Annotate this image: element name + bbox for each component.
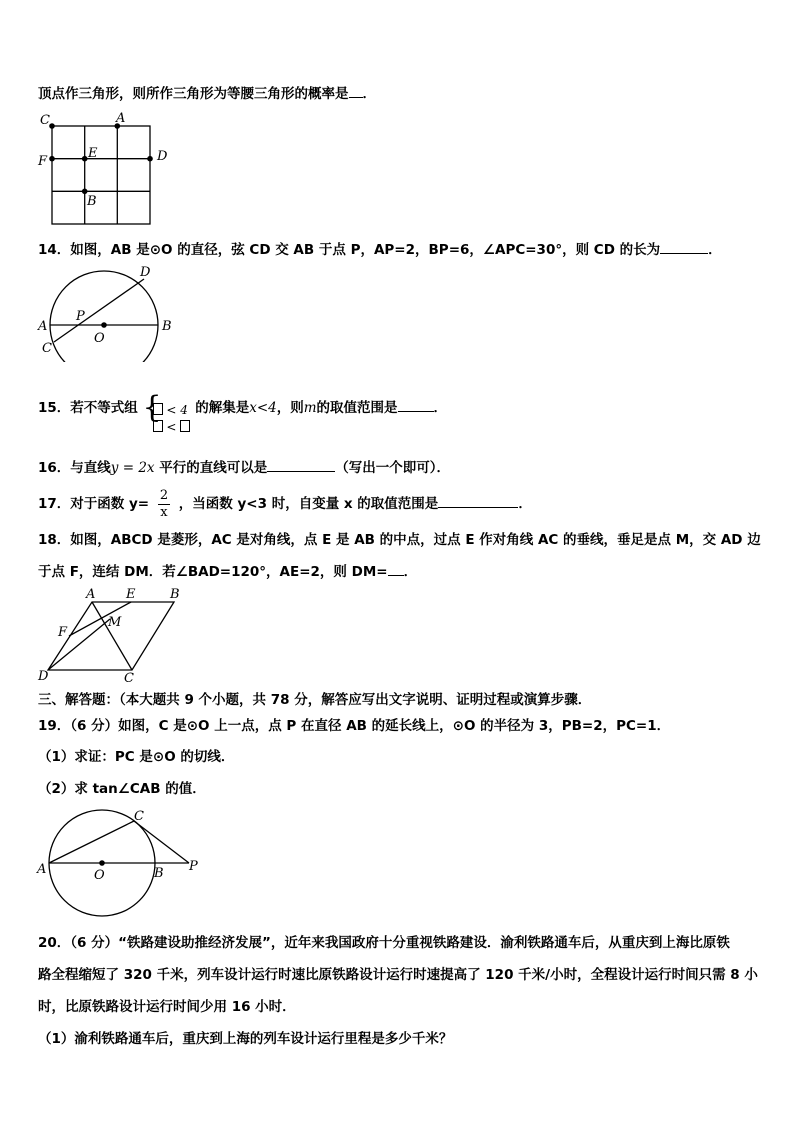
q14-label-c: C (42, 341, 52, 356)
q13-label-d: D (157, 149, 168, 164)
q13-text-tail: 顶点作三角形，则所作三角形为等腰三角形的概率是 (38, 86, 349, 102)
q13-label-e: E (88, 146, 98, 161)
q15-placeholder-box (180, 420, 190, 432)
q20-line1: 20．（6 分）“铁路建设助推经济发展”，近年来我国政府十分重视铁路建设．渝利铁路通车后，从重庆到上海比原铁 (38, 935, 730, 951)
q14-label-d: D (140, 265, 151, 280)
q20-line3: 时，比原铁路设计运行时间少用 16 小时． (38, 999, 296, 1015)
q13-text: 顶点作三角形，则所作三角形为等腰三角形的概率是 ． (38, 83, 376, 103)
q18-label-f: F (58, 625, 68, 640)
q15-answer-blank[interactable] (398, 397, 434, 412)
q18-label-m: M (108, 615, 122, 630)
q14-stem: 14．如图，AB 是⊙O 的直径，弦 CD 交 AB 于点 P，AP=2，BP=6，∠APC=30°，则 CD 的长为 (38, 242, 661, 258)
q16-answer-blank[interactable] (267, 457, 335, 472)
q19-circle-figure (34, 806, 214, 918)
q20-part1: （1）渝利铁路通车后，重庆到上海的列车设计运行里程是多少千米？ (38, 1031, 453, 1047)
q15-inequality-system: { < 4 < (143, 391, 191, 425)
q13-label-f: F (38, 154, 48, 169)
q14-label-o: O (94, 331, 105, 346)
q14-answer-blank[interactable] (660, 239, 708, 254)
q18-line2: 于点 F，连结 DM．若∠BAD=120°，AE=2，则 DM= ． (38, 561, 417, 581)
q20-line2: 路全程缩短了 320 千米，列车设计运行时速比原铁路设计运行时速提高了 120 千米/小时，全程设计运行时间只需 8 小 (38, 967, 758, 983)
q14-label-a: A (38, 319, 48, 334)
q14-label-b: B (162, 319, 172, 334)
q18-label-e: E (126, 587, 136, 602)
q13-answer-blank[interactable] (349, 83, 363, 98)
q17-text: 17．对于函数 y= $\frac{2}{x}$ ，当函数 y<3 时，自变量 x 的取值范围是 ． (38, 487, 532, 520)
section3-heading: 三、解答题：（本大题共 9 个小题，共 78 分，解答应写出文字说明、证明过程或演算步骤． (38, 692, 592, 708)
q15-placeholder-box (153, 420, 163, 432)
q19-part1: （1）求证：PC 是⊙O 的切线． (38, 749, 235, 765)
q18-label-c: C (124, 671, 134, 686)
q19-label-c: C (134, 809, 144, 824)
q18-line1: 18．如图，ABCD 是菱形，AC 是对角线，点 E 是 AB 的中点，过点 E 作对角线 AC 的垂线，垂足是点 M，交 AD 边 (38, 532, 761, 548)
q14-label-p: P (76, 309, 85, 324)
q14-circle-figure (34, 262, 184, 362)
q13-label-a: A (116, 111, 126, 126)
q18-label-d: D (38, 669, 49, 684)
q13-grid-figure (34, 110, 174, 230)
q17-answer-blank[interactable] (438, 493, 518, 508)
q16-text: 16．与直线y = 2x 平行的直线可以是 （写出一个即可）． (38, 457, 450, 477)
q19-label-b: B (154, 866, 164, 881)
q14-text: 14．如图，AB 是⊙O 的直径，弦 CD 交 AB 于点 P，AP=2，BP=6，∠APC=30°，则 CD 的长为 ． (38, 239, 722, 259)
q19-label-a: A (37, 862, 47, 877)
q19-label-o: O (94, 868, 105, 883)
q19-stem: 19．（6 分）如图，C 是⊙O 上一点，点 P 在直径 AB 的延长线上，⊙O 的半径为 3，PB=2，PC=1． (38, 718, 671, 734)
q18-label-b: B (170, 587, 180, 602)
q13-label-c: C (40, 113, 50, 128)
q15-text: 15．若不等式组 { < 4 < 的解集是x<4，则m的取值范围是 ． (38, 390, 448, 434)
q19-label-p: P (189, 859, 198, 874)
q19-part2: （2）求 tan∠CAB 的值． (38, 781, 206, 797)
q13-label-b: B (87, 194, 97, 209)
q18-rhombus-figure (34, 586, 194, 686)
q18-answer-blank[interactable] (388, 561, 404, 576)
q18-label-a: A (86, 587, 96, 602)
q17-fraction: $\frac{2}{x}$ (159, 487, 169, 520)
